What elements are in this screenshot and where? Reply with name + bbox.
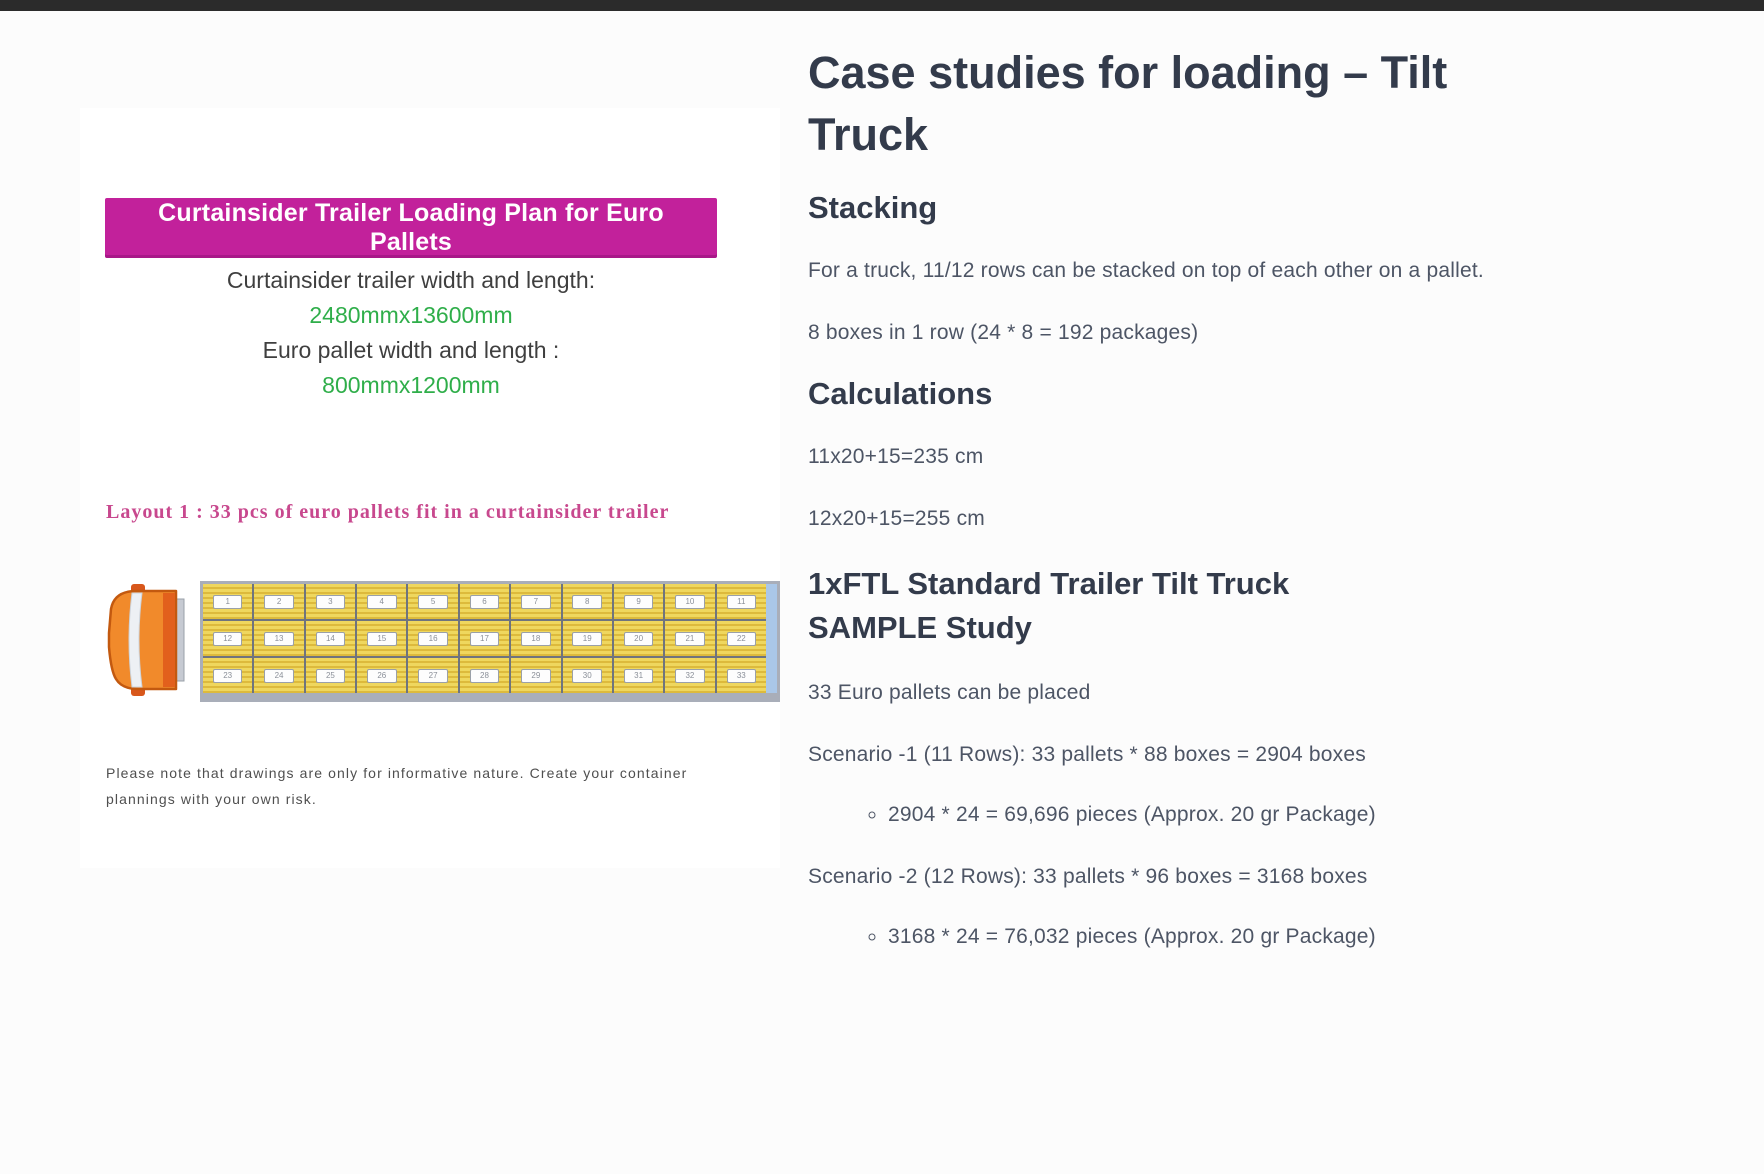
pallet-cell xyxy=(614,658,663,693)
trailer-tail xyxy=(766,584,777,693)
trailer-dimension-value: 2480mmx13600mm xyxy=(309,302,513,328)
pallet-number: 24 xyxy=(264,669,294,683)
truck-diagram xyxy=(100,576,780,706)
pallet-number: 2 xyxy=(264,595,294,609)
pallet-number: 5 xyxy=(418,595,448,609)
pallet-cell xyxy=(357,584,406,619)
loading-plan-figure xyxy=(80,108,780,868)
pallet-number: 29 xyxy=(521,669,551,683)
pallet-number: 9 xyxy=(624,595,654,609)
pallet-number: 13 xyxy=(264,632,294,646)
pallet-number: 7 xyxy=(521,595,551,609)
pallet-cell xyxy=(563,584,612,619)
scenario-1-bullet: ◦ 2904 * 24 = 69,696 pieces (Approx. 20 gr Package) xyxy=(888,796,1498,834)
pallet-cell xyxy=(511,584,560,619)
figure-disclaimer xyxy=(106,760,796,812)
pallet-cell xyxy=(511,621,560,656)
pallet-cell xyxy=(665,658,714,693)
pallet-cell xyxy=(460,658,509,693)
pallet-number: 32 xyxy=(675,669,705,683)
pallet-number: 20 xyxy=(624,632,654,646)
calculation-line-1: 11x20+15=235 cm xyxy=(808,445,984,468)
scenario-1-line: Scenario -1 (11 Rows): 33 pallets * 88 boxes = 2904 boxes xyxy=(808,743,1366,766)
pallet-cell xyxy=(254,658,303,693)
pallet-cell xyxy=(408,658,457,693)
pallet-number: 1 xyxy=(213,595,243,609)
pallet-dimension-value: 800mmx1200mm xyxy=(322,372,500,398)
trailer-dimension-label: Curtainsider trailer width and length: xyxy=(226,267,596,293)
pallet-number: 19 xyxy=(572,632,602,646)
pallet-number: 3 xyxy=(316,595,346,609)
pallet-number: 4 xyxy=(367,595,397,609)
truck-cab-icon xyxy=(102,579,202,701)
stacking-paragraph-2: 8 boxes in 1 row (24 * 8 = 192 packages) xyxy=(808,321,1199,344)
sample-paragraph: 33 Euro pallets can be placed xyxy=(808,681,1091,704)
scenario-2-line: Scenario -2 (12 Rows): 33 pallets * 96 boxes = 3168 boxes xyxy=(808,865,1368,888)
pallet-cell xyxy=(306,584,355,619)
heading-sample-study: 1xFTL Standard Trailer Tilt Truck SAMPLE Study xyxy=(808,566,1290,645)
page-title: Case studies for loading – Tilt Truck xyxy=(808,47,1448,160)
pallet-cell xyxy=(254,584,303,619)
figure-banner xyxy=(105,198,717,258)
pallet-number: 26 xyxy=(367,669,397,683)
disclaimer-line-1: Please note that drawings are only for informative nature. Create your container xyxy=(106,765,688,781)
pallet-cell xyxy=(717,584,766,619)
pallet-number: 11 xyxy=(727,595,757,609)
pallet-number: 27 xyxy=(418,669,448,683)
disclaimer-line-2: plannings with your own risk. xyxy=(106,791,317,807)
pallet-dimension-label: Euro pallet width and length : xyxy=(262,337,560,363)
pallet-cell xyxy=(203,584,252,619)
heading-calculations: Calculations xyxy=(808,376,993,411)
pallet-cell xyxy=(665,584,714,619)
pallet-cell xyxy=(408,584,457,619)
stacking-paragraph-1: For a truck, 11/12 rows can be stacked on top of each other on a pallet. xyxy=(808,259,1484,282)
pallet-number: 23 xyxy=(213,669,243,683)
article xyxy=(808,42,1718,956)
pallet-number: 28 xyxy=(470,669,500,683)
pallet-cell xyxy=(717,658,766,693)
pallet-grid xyxy=(203,584,766,693)
pallet-cell xyxy=(563,621,612,656)
layout-caption: Layout 1 : 33 pcs of euro pallets fit in a curtainsider trailer xyxy=(106,501,670,523)
pallet-number: 17 xyxy=(470,632,500,646)
pallet-number: 14 xyxy=(316,632,346,646)
pallet-cell xyxy=(460,584,509,619)
pallet-number: 15 xyxy=(367,632,397,646)
pallet-number: 18 xyxy=(521,632,551,646)
pallet-cell xyxy=(306,621,355,656)
pallet-number: 30 xyxy=(572,669,602,683)
pallet-cell xyxy=(614,584,663,619)
figure-banner-title: Curtainsider Trailer Loading Plan for Euro Pallets xyxy=(158,199,664,256)
pallet-number: 16 xyxy=(418,632,448,646)
pallet-cell xyxy=(357,658,406,693)
pallet-number: 22 xyxy=(727,632,757,646)
pallet-cell xyxy=(511,658,560,693)
top-bar xyxy=(0,0,1764,11)
heading-stacking: Stacking xyxy=(808,190,938,225)
pallet-number: 21 xyxy=(675,632,705,646)
scenario-2-list xyxy=(808,918,1498,956)
pallet-cell xyxy=(357,621,406,656)
pallet-number: 6 xyxy=(470,595,500,609)
pallet-cell xyxy=(254,621,303,656)
pallet-number: 25 xyxy=(316,669,346,683)
pallet-cell xyxy=(665,621,714,656)
pallet-cell xyxy=(614,621,663,656)
trailer xyxy=(200,581,780,702)
pallet-cell xyxy=(203,658,252,693)
figure-dimensions xyxy=(105,263,717,403)
pallet-cell xyxy=(460,621,509,656)
pallet-cell xyxy=(563,658,612,693)
pallet-cell xyxy=(408,621,457,656)
pallet-number: 8 xyxy=(572,595,602,609)
pallet-cell xyxy=(203,621,252,656)
calculation-line-2: 12x20+15=255 cm xyxy=(808,507,985,530)
pallet-number: 10 xyxy=(675,595,705,609)
pallet-number: 33 xyxy=(727,669,757,683)
pallet-number: 12 xyxy=(213,632,243,646)
pallet-cell xyxy=(306,658,355,693)
pallet-cell xyxy=(717,621,766,656)
scenario-2-bullet: ◦ 3168 * 24 = 76,032 pieces (Approx. 20 gr Package) xyxy=(888,918,1498,956)
pallet-number: 31 xyxy=(624,669,654,683)
scenario-1-list xyxy=(808,796,1498,834)
